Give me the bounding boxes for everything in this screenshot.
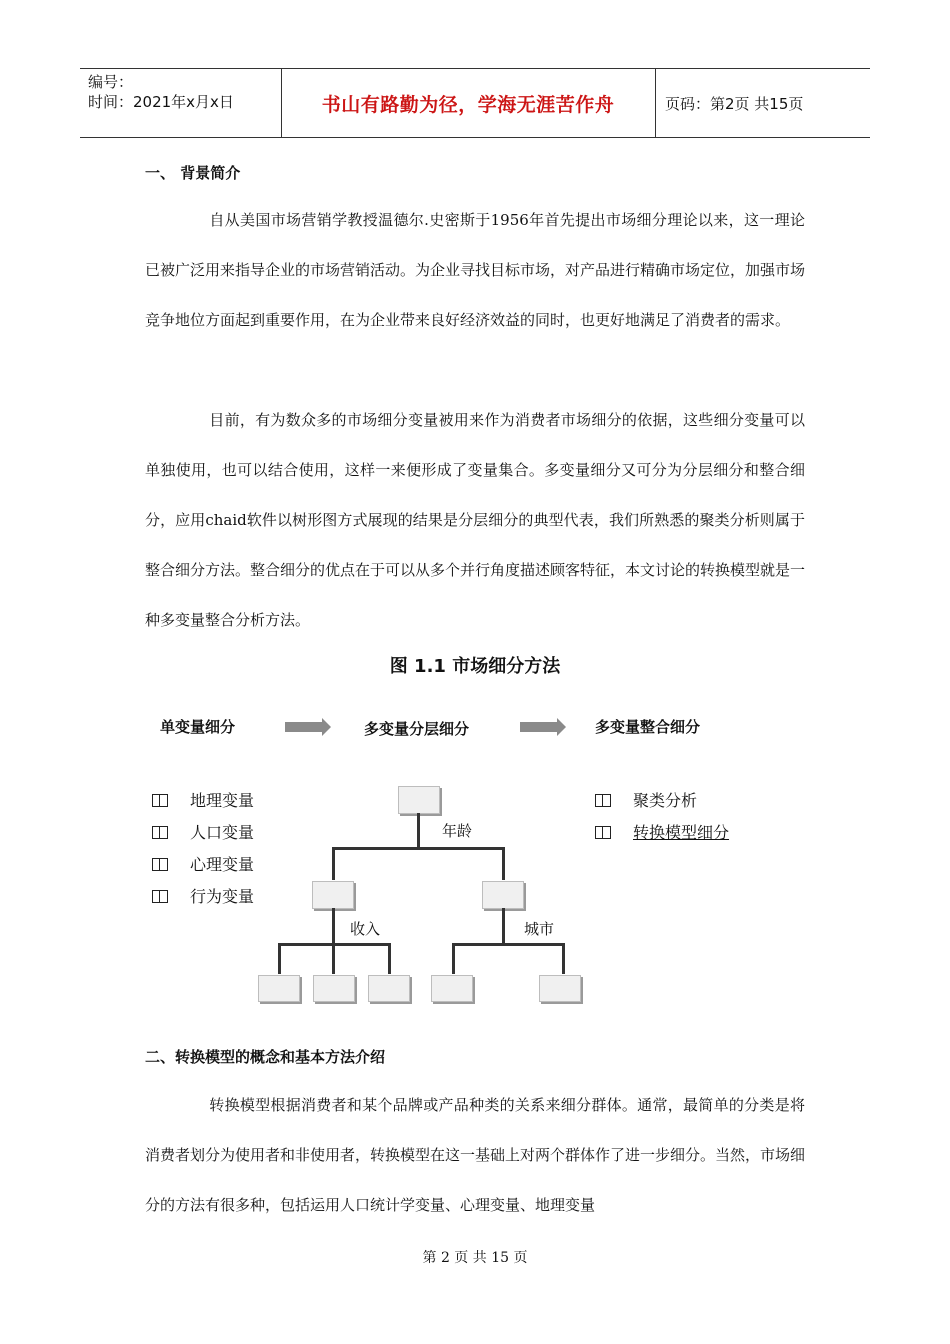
tree-connector	[452, 943, 455, 974]
book-icon	[595, 794, 611, 806]
header-meta	[80, 69, 280, 137]
number-label: 编号：	[88, 73, 134, 91]
segmentation-diagram	[140, 700, 760, 1020]
tree-node-city	[482, 881, 524, 909]
tree-leaf-node	[258, 975, 300, 1002]
tree-connector	[278, 943, 281, 974]
page-footer: 第 2 页 共 15 页	[422, 1250, 528, 1266]
book-icon	[152, 858, 168, 870]
tree-node-income	[312, 881, 354, 909]
single-var-item: 人口变量	[152, 820, 254, 843]
arrow-icon	[520, 722, 558, 732]
integrated-item: 聚类分析	[595, 788, 697, 811]
header-page-info: 页码：第2页 共15页	[665, 94, 804, 113]
single-var-item: 地理变量	[152, 788, 254, 811]
section2-paragraph: 转换模型根据消费者和某个品牌或产品种类的关系来细分群体。通常，最简单的分类是将消费者划分为使用者和非使用者，转换模型在这一基础上对两个群体作了进一步细分。当然，市场细分的方法有很多种，包括运用人口统计学变量、心理变量、地理变量	[145, 1096, 806, 1214]
tree-connector	[562, 943, 565, 974]
book-icon	[152, 890, 168, 902]
figure-title: 图 1.1 市场细分方法	[389, 656, 561, 677]
tree-connector	[332, 847, 335, 880]
section1-paragraph-1: 自从美国市场营销学教授温德尔.史密斯于1956年首先提出市场细分理论以来，这一理论已被广泛用来指导企业的市场营销活动。为企业寻找目标市场，对产品进行精确市场定位，加强市场竞争地位方面起到重要作用，在为企业带来良好经济效益的同时，也更好地满足了消费者的需求。	[145, 211, 806, 329]
section1-heading: 一、 背景简介	[145, 164, 241, 182]
stage-hierarchical: 多变量分层细分	[364, 720, 470, 738]
single-var-item: 心理变量	[152, 852, 254, 875]
tree-label-city: 城市	[524, 920, 555, 938]
single-var-item: 行为变量	[152, 884, 254, 907]
book-icon	[152, 794, 168, 806]
integrated-item: 转换模型细分	[595, 820, 729, 843]
header-divider	[655, 69, 656, 137]
tree-connector	[332, 847, 505, 850]
tree-connector	[502, 847, 505, 880]
arrow-icon	[285, 722, 323, 732]
book-icon	[595, 826, 611, 838]
tree-leaf-node	[431, 975, 473, 1002]
tree-root-node	[398, 786, 440, 814]
time-label: 时间：2021年x月x日	[88, 93, 234, 111]
tree-connector	[452, 943, 565, 946]
tree-connector	[502, 908, 505, 945]
tree-connector	[332, 943, 335, 974]
tree-leaf-node	[368, 975, 410, 1002]
tree-connector	[388, 943, 391, 974]
header-motto: 书山有路勤为径，学海无涯苦作舟	[321, 93, 615, 116]
tree-label-income: 收入	[350, 920, 381, 938]
stage-integrated: 多变量整合细分	[595, 718, 701, 736]
book-icon	[152, 826, 168, 838]
stage-single-variable: 单变量细分	[160, 718, 236, 736]
tree-leaf-node	[313, 975, 355, 1002]
section2-heading: 二、转换模型的概念和基本方法介绍	[145, 1048, 386, 1066]
tree-connector	[417, 813, 420, 849]
tree-connector	[332, 908, 335, 945]
tree-label-age: 年龄	[442, 822, 473, 840]
section1-paragraph-2: 目前，有为数众多的市场细分变量被用来作为消费者市场细分的依据，这些细分变量可以单独使用，也可以结合使用，这样一来便形成了变量集合。多变量细分又可分为分层细分和整合细分，应用chaid软件以树形图方式展现的结果是分层细分的典型代表，我们所熟悉的聚类分析则属于整合细分方法。整合细分的优点在于可以从多个并行角度描述顾客特征，本文讨论的转换模型就是一种多变量整合分析方法。	[145, 411, 806, 629]
document-header	[80, 68, 870, 138]
tree-leaf-node	[539, 975, 581, 1002]
